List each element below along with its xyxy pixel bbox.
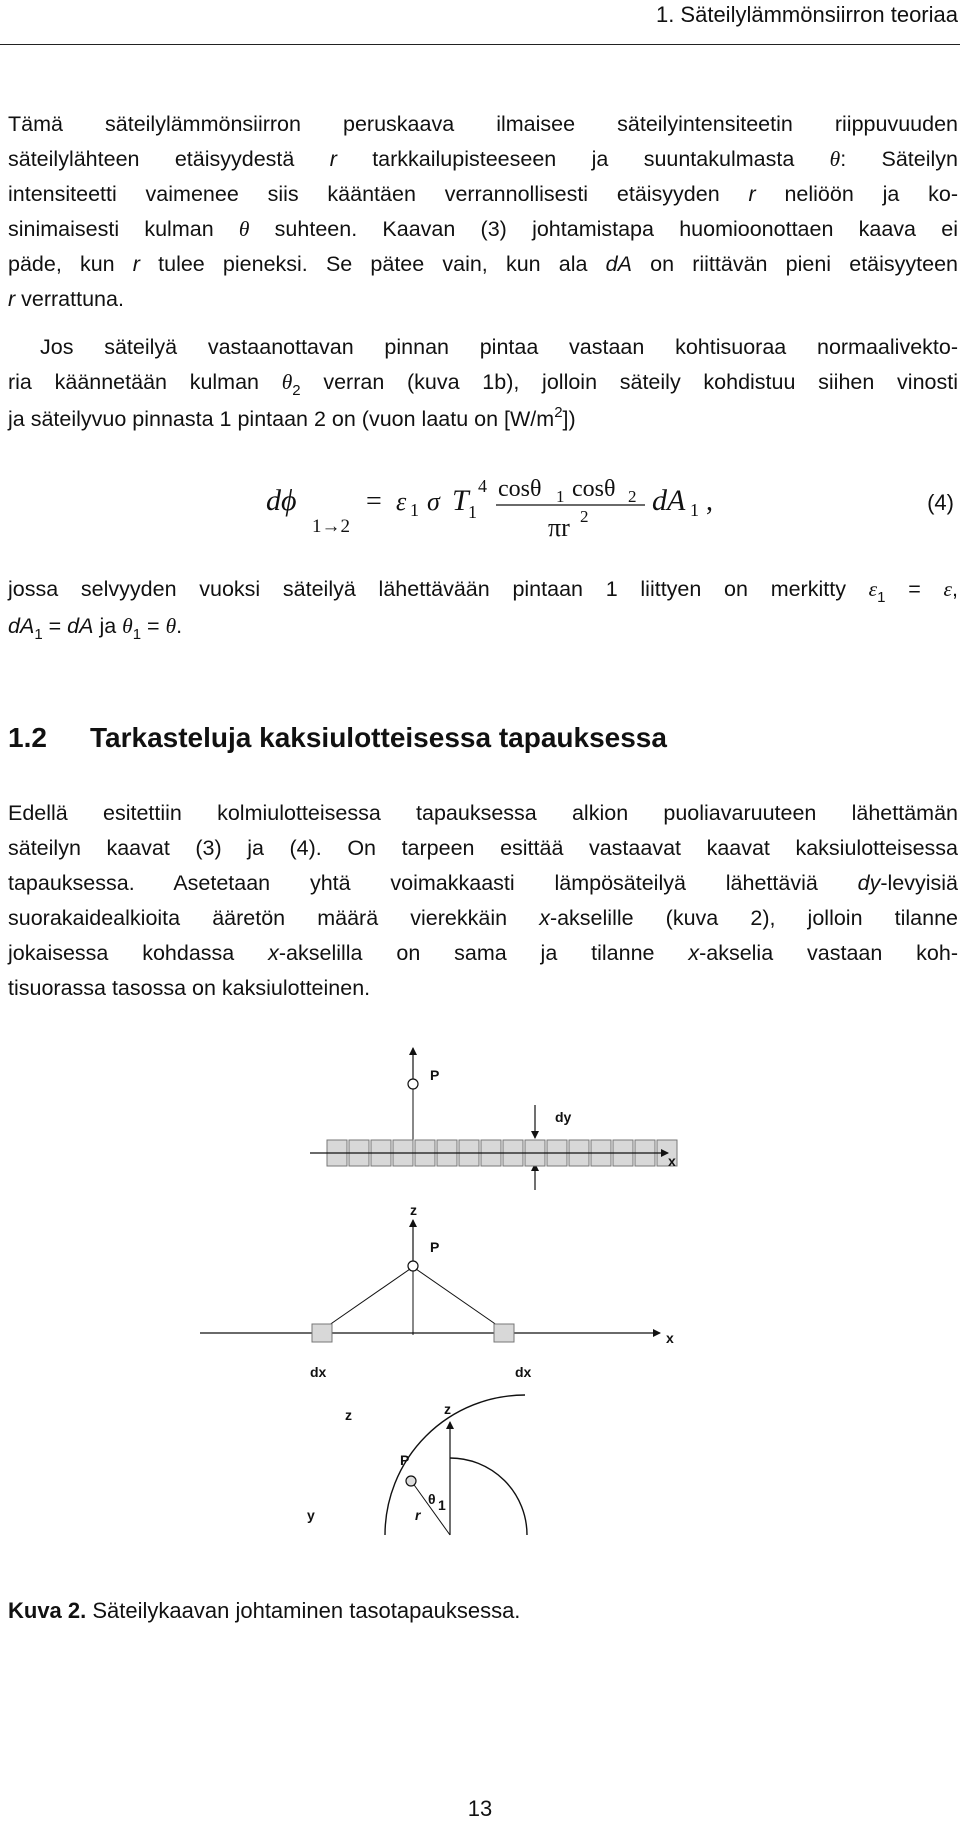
label-y: y xyxy=(307,1507,315,1523)
paragraph-notation xyxy=(8,572,958,646)
paragraph-two-dimensional xyxy=(8,796,958,1006)
label-p: P xyxy=(430,1239,440,1255)
figure-2 xyxy=(0,1040,960,1580)
point-p xyxy=(408,1079,418,1089)
figure-panel-bottom xyxy=(307,1395,527,1535)
section-heading xyxy=(8,722,667,754)
eq-cos-theta2-subscript: 2 xyxy=(628,487,637,506)
eq-pi-r: πr xyxy=(548,513,570,542)
eq-dA-subscript: 1 xyxy=(690,500,699,520)
paragraph-intensity xyxy=(8,107,958,317)
text-line: r verrattuna. xyxy=(8,287,124,311)
section-number: 1.2 xyxy=(8,722,47,753)
text-line: säteilylähteen etäisyydestä r tarkkailupisteeseen ja suuntakulmasta θ: Säteilyn xyxy=(8,147,958,171)
text-line: intensiteetti vaimenee siis kääntäen verrannollisesti etäisyyden r neliöön ja ko- xyxy=(8,182,958,206)
label-x: x xyxy=(666,1330,674,1346)
ray-right xyxy=(416,1269,504,1330)
figure-panel-middle xyxy=(200,1202,674,1380)
element-dx-left xyxy=(312,1324,332,1342)
text-line: suorakaidealkioita ääretön määrä vierekkäin x-akselille (kuva 2), jolloin tilanne xyxy=(8,906,958,930)
element-dx-right xyxy=(494,1324,514,1342)
equation-4 xyxy=(0,450,960,560)
label-z: z xyxy=(410,1202,417,1218)
text-line: päde, kun r tulee pieneksi. Se pätee vain, kun ala dA on riittävän pieni etäisyyteen xyxy=(8,252,958,276)
ray-left xyxy=(322,1269,410,1330)
eq-lhs: dϕ xyxy=(266,484,297,517)
label-z-left: z xyxy=(345,1407,352,1423)
text-line: jokaisessa kohdassa x-akselilla on sama ja tilanne x-akselia vastaan koh- xyxy=(8,941,958,965)
eq-lhs-subscript: 1→2 xyxy=(312,516,350,537)
label-dx-left: dx xyxy=(310,1364,327,1380)
eq-epsilon-subscript: 1 xyxy=(410,500,419,520)
text-line: $dA_1$ = dA ja $\theta_1 = \theta$. xyxy=(8,614,183,643)
label-theta-subscript: 1 xyxy=(438,1497,446,1513)
eq-T-superscript: 4 xyxy=(478,476,487,496)
text-line: tisuorassa tasossa on kaksiulotteinen. xyxy=(8,976,371,1000)
text-line: ja säteilyvuo pinnasta 1 pintaan 2 on (vuon laatu on $[W/m^2]$) xyxy=(8,404,576,431)
eq-T-subscript: 1 xyxy=(468,502,477,522)
figure-panel-top xyxy=(310,1048,677,1190)
label-z-right: z xyxy=(444,1401,451,1417)
eq-equals: = xyxy=(366,486,382,517)
text-line: ria käännetään kulman $\theta_2$ verran (kuva 1b), jolloin säteily kohdistuu siihen vinosti xyxy=(8,370,958,399)
label-dx-right: dx xyxy=(515,1364,532,1380)
label-dy: dy xyxy=(555,1109,572,1125)
text-line: tapauksessa. Asetetaan yhtä voimakkaasti lämpösäteilyä lähettäviä dy-levyisiä xyxy=(8,871,958,895)
text-line: jossa selvyyden vuoksi säteilyä lähettävään pintaan 1 liittyen on merkitty $\varepsilon_1 = \varepsilon$, xyxy=(8,577,958,606)
eq-sigma: σ xyxy=(427,487,440,516)
text-line: Tämä säteilylämmönsiirron peruskaava ilmaisee säteilyintensiteetin riippuvuuden xyxy=(8,112,958,136)
eq-cos-theta2: cosθ xyxy=(572,476,616,502)
eq-dA: dA xyxy=(652,484,686,517)
caption-label: Kuva 2. xyxy=(8,1598,87,1623)
paragraph-radiation-flux xyxy=(8,330,958,439)
eq-r-superscript: 2 xyxy=(580,507,589,526)
section-title: Tarkasteluja kaksiulotteisessa tapauksessa xyxy=(90,722,667,753)
text-line: säteilyn kaavat (3) ja (4). On tarpeen esittää vastaavat kaavat kaksiulotteisessa xyxy=(8,836,958,860)
text-line: Jos säteilyä vastaanottavan pinnan pintaa vastaan kohtisuoraa normaalivekto- xyxy=(40,335,958,359)
equation-number: (4) xyxy=(927,490,954,515)
running-title: 1. Säteilylämmönsiirron teoriaa xyxy=(655,2,958,27)
label-p: P xyxy=(400,1452,410,1468)
label-theta: θ xyxy=(428,1491,436,1507)
eq-epsilon: ε xyxy=(396,487,407,516)
eq-T: T xyxy=(452,484,469,517)
text-line: sinimaisesti kulman θ suhteen. Kaavan (3) johtamistapa huomioonottaen kaava ei xyxy=(8,217,958,241)
figure-caption xyxy=(8,1598,520,1624)
arc-right xyxy=(450,1458,527,1535)
caption-text: Säteilykaavan johtaminen tasotapauksessa. xyxy=(86,1598,521,1623)
label-r: r xyxy=(415,1507,421,1523)
eq-cos-theta1-subscript: 1 xyxy=(556,487,565,506)
eq-comma: , xyxy=(706,486,713,517)
eq-cos-theta1: cosθ xyxy=(498,476,542,502)
page-number: 13 xyxy=(467,1796,493,1821)
text-line: Edellä esitettiin kolmiulotteisessa tapauksessa alkion puoliavaruuteen lähettämän xyxy=(8,801,958,825)
label-p: P xyxy=(430,1067,440,1083)
running-header xyxy=(0,0,960,45)
point-p xyxy=(406,1476,416,1486)
label-x: x xyxy=(668,1153,676,1169)
